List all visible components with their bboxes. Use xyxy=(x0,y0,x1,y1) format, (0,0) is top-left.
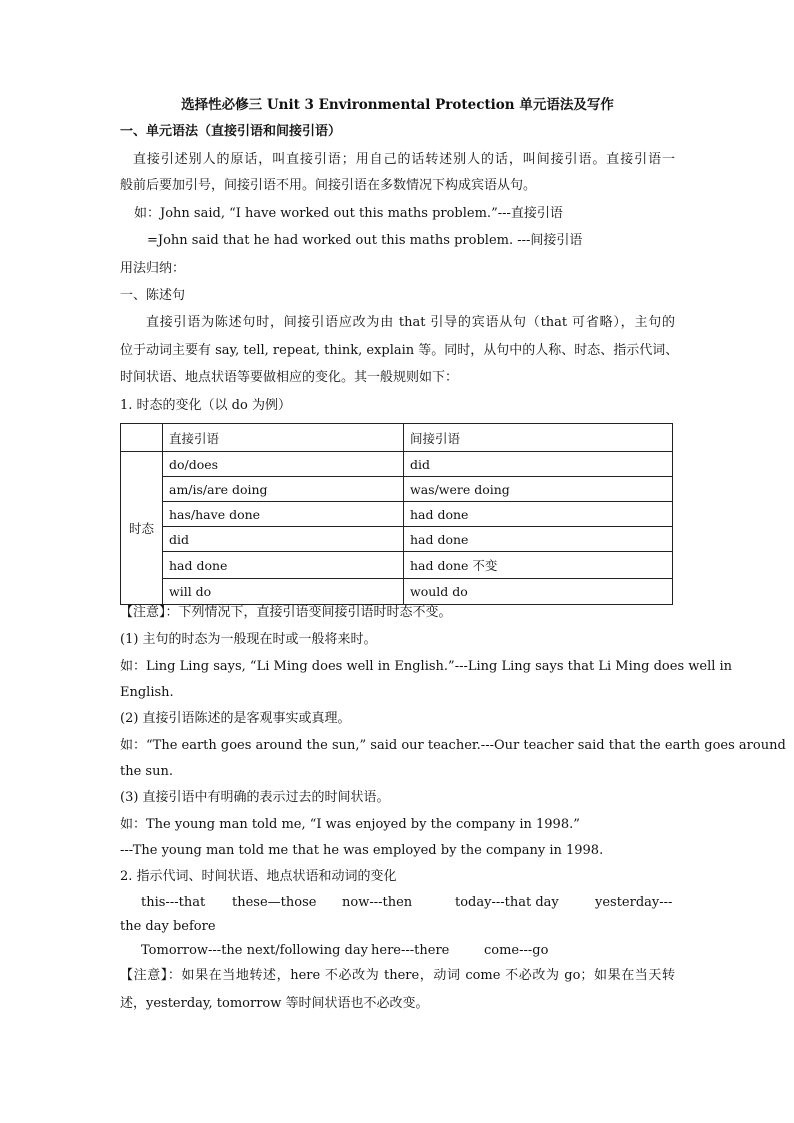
change-pair: this---that xyxy=(141,895,206,910)
intro-line-1: 直接引述别人的原话，叫直接引语；用自己的话转述别人的话，叫间接引语。直接引语一 xyxy=(133,152,675,167)
table-row xyxy=(121,452,673,477)
change-pair: today---that day xyxy=(455,895,559,910)
table-row xyxy=(121,477,673,502)
change-pair: yesterday--- xyxy=(595,895,673,910)
table-row xyxy=(121,527,673,552)
statement-heading: 一、陈述句 xyxy=(120,288,186,303)
table-row xyxy=(121,579,673,605)
case-3-example-line-2: ---The young man told me that he was employed by the company in 1998. xyxy=(120,843,604,858)
direct-cell: did xyxy=(163,527,404,552)
change-row-1-continuation: the day before xyxy=(120,919,216,934)
tense-change-table xyxy=(120,423,673,605)
case-2-example-line-1: 如：“The earth goes around the sun,” said our teacher.---Our teacher said that the earth goes around xyxy=(120,738,786,753)
change-pair: here---there xyxy=(371,943,450,958)
change-heading: 2. 指示代词、时间状语、地点状语和动词的变化 xyxy=(120,869,397,884)
change-pair: now---then xyxy=(342,895,413,910)
header-direct-speech: 直接引语 xyxy=(163,424,404,452)
indirect-cell: was/were doing xyxy=(404,477,673,502)
case-1-example-line-1: 如：Ling Ling says, “Li Ming does well in English.”---Ling Ling says that Li Ming does well in xyxy=(120,659,733,674)
header-indirect-speech: 间接引语 xyxy=(404,424,673,452)
direct-cell: do/does xyxy=(163,452,404,477)
usage-label: 用法归纳： xyxy=(120,261,186,276)
indirect-cell: did xyxy=(404,452,673,477)
indirect-cell: had done xyxy=(404,502,673,527)
indirect-cell: would do xyxy=(404,579,673,605)
statement-para-line-2: 位于动词主要有 say, tell, repeat, think, explain 等。同时，从句中的人称、时态、指示代词、 xyxy=(120,343,679,358)
change-pair: come---go xyxy=(484,943,549,958)
direct-cell: had done xyxy=(163,552,404,579)
statement-para-line-1: 直接引语为陈述句时，间接引语应改为由 that 引导的宾语从句（that 可省略），主句的 xyxy=(146,315,675,330)
intro-example-direct: 如：John said, “I have worked out this maths problem.”---直接引语 xyxy=(134,206,563,221)
indirect-cell: had done xyxy=(404,527,673,552)
note-tense-unchanged: 【注意】：下列情况下，直接引语变间接引语时时态不变。 xyxy=(120,605,452,620)
table-corner-cell xyxy=(121,424,163,452)
section-heading-grammar: 一、单元语法（直接引语和间接引语） xyxy=(120,124,342,139)
direct-cell: am/is/are doing xyxy=(163,477,404,502)
table-row xyxy=(121,552,673,579)
note-place-time-line-1: 【注意】：如果在当地转述，here 不必改为 there，动词 come 不必改为 go；如果在当天转 xyxy=(120,968,675,983)
statement-para-line-3: 时间状语、地点状语等要做相应的变化。其一般规则如下： xyxy=(120,370,459,385)
intro-example-indirect: =John said that he had worked out this maths problem. ---间接引语 xyxy=(147,233,583,248)
table-row xyxy=(121,502,673,527)
direct-cell: has/have done xyxy=(163,502,404,527)
case-3: (3) 直接引语中有明确的表示过去的时间状语。 xyxy=(120,790,390,805)
note-place-time-line-2: 述，yesterday, tomorrow 等时间状语也不必改变。 xyxy=(120,996,429,1011)
case-2: (2) 直接引语陈述的是客观事实或真理。 xyxy=(120,711,351,726)
change-pair: these—those xyxy=(232,895,317,910)
change-pair: Tomorrow---the next/following day xyxy=(141,943,368,958)
indirect-cell: had done 不变 xyxy=(404,552,673,579)
table-header-row xyxy=(121,424,673,452)
direct-cell: will do xyxy=(163,579,404,605)
intro-line-2: 般前后要加引号，间接引语不用。间接引语在多数情况下构成宾语从句。 xyxy=(120,178,537,193)
case-1-example-line-2: English. xyxy=(120,685,174,700)
case-2-example-line-2: the sun. xyxy=(120,764,173,779)
document-title: 选择性必修三 Unit 3 Environmental Protection 单元语法及写作 xyxy=(181,97,614,113)
case-3-example-line-1: 如：The young man told me, “I was enjoyed by the company in 1998.” xyxy=(120,817,580,832)
case-1: (1) 主句的时态为一般现在时或一般将来时。 xyxy=(120,632,377,647)
tense-row-label: 时态 xyxy=(121,452,163,605)
tense-change-heading: 1. 时态的变化（以 do 为例） xyxy=(120,398,291,413)
